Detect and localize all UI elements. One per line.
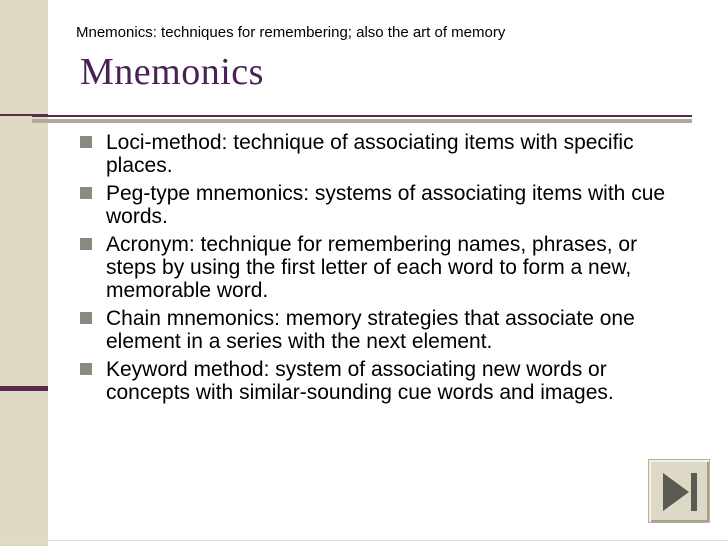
bullet-text: Peg-type mnemonics: systems of associating items with cue words. — [106, 182, 666, 228]
bullet-item-peg-type — [78, 182, 690, 228]
next-slide-button[interactable] — [648, 459, 710, 523]
left-decorative-band — [0, 0, 48, 546]
slide-subtitle: Mnemonics: techniques for remembering; also the art of memory — [76, 24, 506, 41]
bullet-text: Chain mnemonics: memory strategies that associate one element in a series with the next element. — [106, 307, 635, 353]
bullet-text: Keyword method: system of associating new words or concepts with similar-sounding cue words and images. — [106, 358, 614, 404]
bullet-item-loci — [78, 131, 690, 177]
bottom-divider — [0, 540, 728, 541]
bullet-item-chain — [78, 307, 690, 353]
bullet-item-acronym — [78, 233, 690, 302]
bullet-square-icon — [80, 187, 92, 199]
bullet-item-keyword — [78, 358, 690, 404]
next-slide-icon — [649, 460, 711, 524]
bullet-list — [78, 131, 690, 409]
slide-title: Mnemonics — [80, 51, 264, 93]
title-rule-dark — [32, 115, 692, 117]
bullet-text: Loci-method: technique of associating items with specific places. — [106, 131, 634, 177]
bullet-text: Acronym: technique for remembering names, phrases, or steps by using the first letter of each word to form a new, memorable word. — [106, 233, 638, 302]
title-rule-gray — [32, 119, 692, 123]
bullet-square-icon — [80, 363, 92, 375]
left-band-accent-stripe — [0, 386, 48, 391]
bullet-square-icon — [80, 312, 92, 324]
bullet-square-icon — [80, 136, 92, 148]
bullet-square-icon — [80, 238, 92, 250]
